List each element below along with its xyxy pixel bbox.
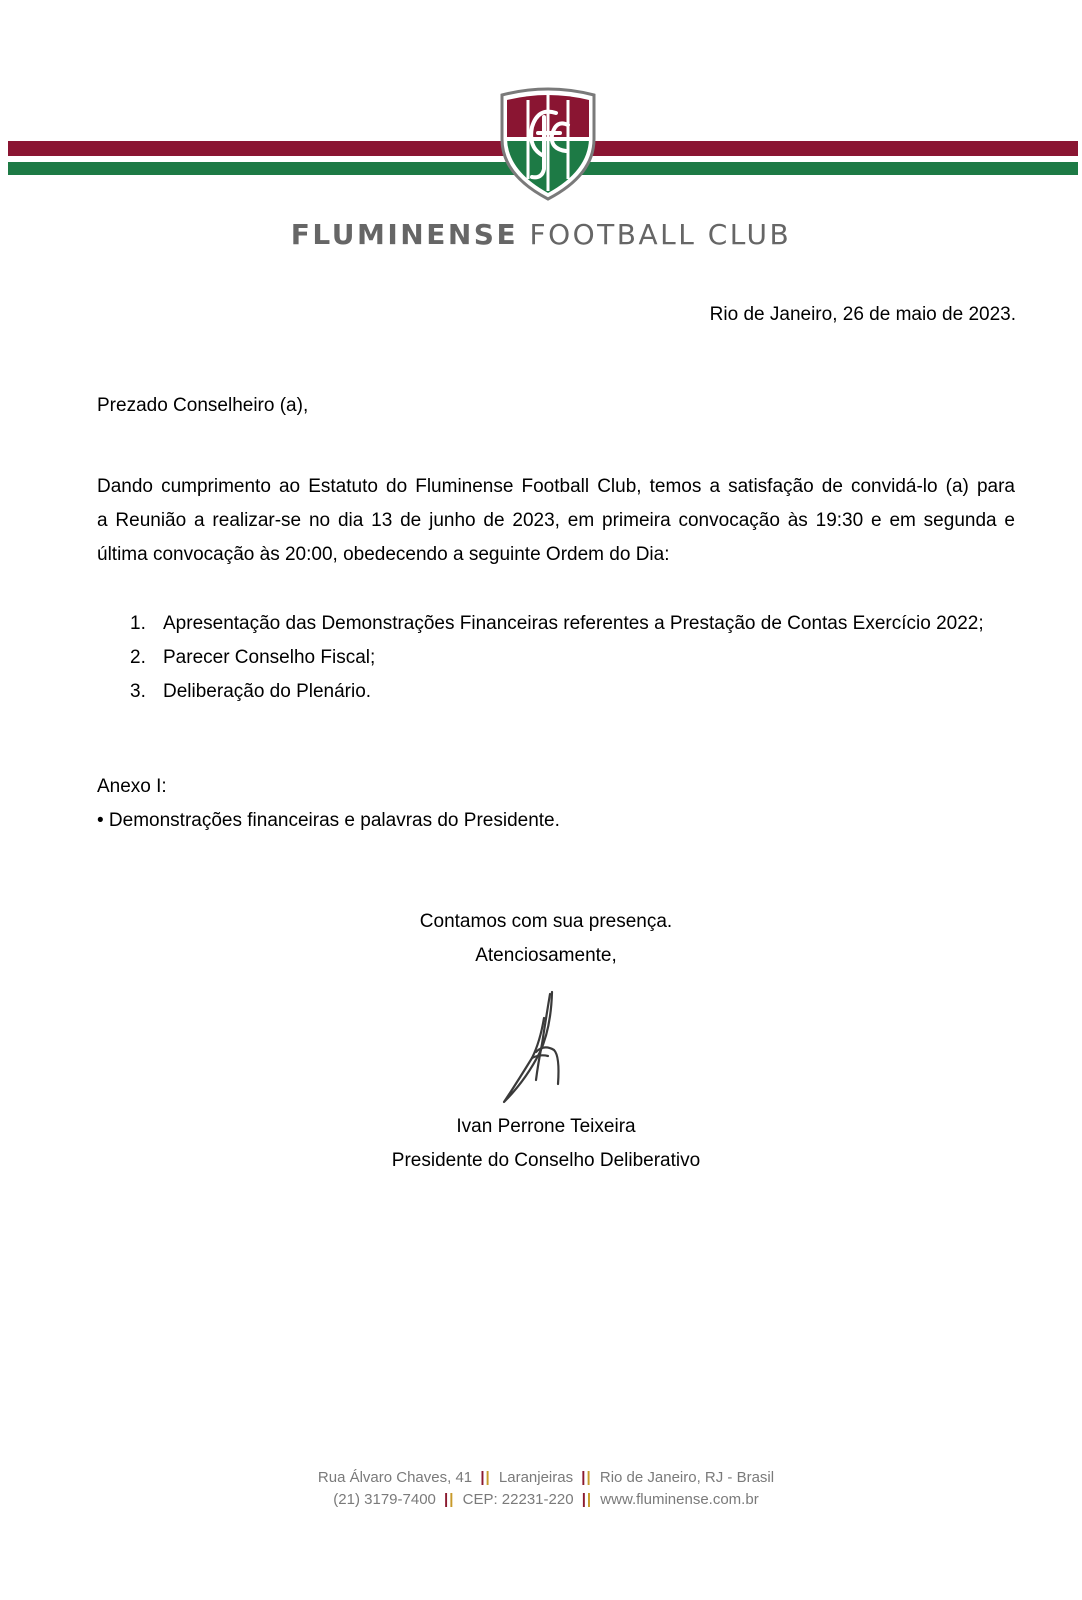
greeting: Prezado Conselheiro (a), [97, 395, 309, 416]
agenda-item-number: 2. [130, 647, 146, 668]
agenda-item-text: Apresentação das Demonstrações Financeiras referentes a Prestação de Contas Exercício 2022; [163, 613, 984, 634]
footer-separator: || [480, 1469, 491, 1486]
closing-line: Contamos com sua presença. [419, 911, 673, 932]
closing-salutation: Atenciosamente, [475, 945, 617, 966]
org-name [0, 218, 1082, 251]
agenda-list [130, 607, 984, 709]
body-line: Dando cumprimento ao Estatuto do Fluminense Football Club, temos a satisfação de convidá-lo (a) para [97, 476, 1015, 497]
footer-separator: || [581, 1469, 592, 1486]
agenda-item [130, 607, 984, 641]
body-line: a Reunião a realizar-se no dia 13 de junho de 2023, em primeira convocação às 19:30 e em segunda e [97, 510, 1015, 531]
agenda-item-number: 1. [130, 613, 146, 634]
agenda-item-text: Parecer Conselho Fiscal; [163, 647, 376, 668]
annex-item: • Demonstrações financeiras e palavras do Presidente. [97, 810, 560, 831]
letter-date: Rio de Janeiro, 26 de maio de 2023. [709, 304, 1016, 325]
footer-website-link[interactable]: www.fluminense.com.br [600, 1491, 759, 1508]
fluminense-crest-icon [498, 87, 598, 201]
agenda-item [130, 641, 984, 675]
agenda-item-text: Deliberação do Plenário. [163, 681, 372, 702]
handwritten-signature-icon [496, 988, 568, 1104]
footer-separator: || [444, 1491, 455, 1508]
footer-address-line [0, 1467, 1082, 1489]
body-paragraph [97, 470, 1015, 572]
signer-name: Ivan Perrone Teixeira [456, 1116, 636, 1137]
footer-neighborhood: Laranjeiras [498, 1469, 574, 1486]
agenda-item [130, 675, 984, 709]
org-name-light: FOOTBALL CLUB [529, 218, 792, 251]
footer-city: Rio de Janeiro, RJ - Brasil [599, 1469, 775, 1486]
body-line: última convocação às 20:00, obedecendo a seguinte Ordem do Dia: [97, 544, 670, 565]
agenda-item-number: 3. [130, 681, 146, 702]
footer-postal-code: CEP: 22231-220 [462, 1491, 574, 1508]
footer-phone: (21) 3179-7400 [333, 1491, 436, 1508]
org-name-bold: FLUMINENSE [290, 218, 519, 251]
annex-title: Anexo I: [97, 776, 167, 797]
footer-separator: || [581, 1491, 593, 1508]
signer-role: Presidente do Conselho Deliberativo [391, 1150, 701, 1171]
footer-contact-line [0, 1489, 1082, 1511]
footer-street: Rua Álvaro Chaves, 41 [317, 1469, 473, 1486]
